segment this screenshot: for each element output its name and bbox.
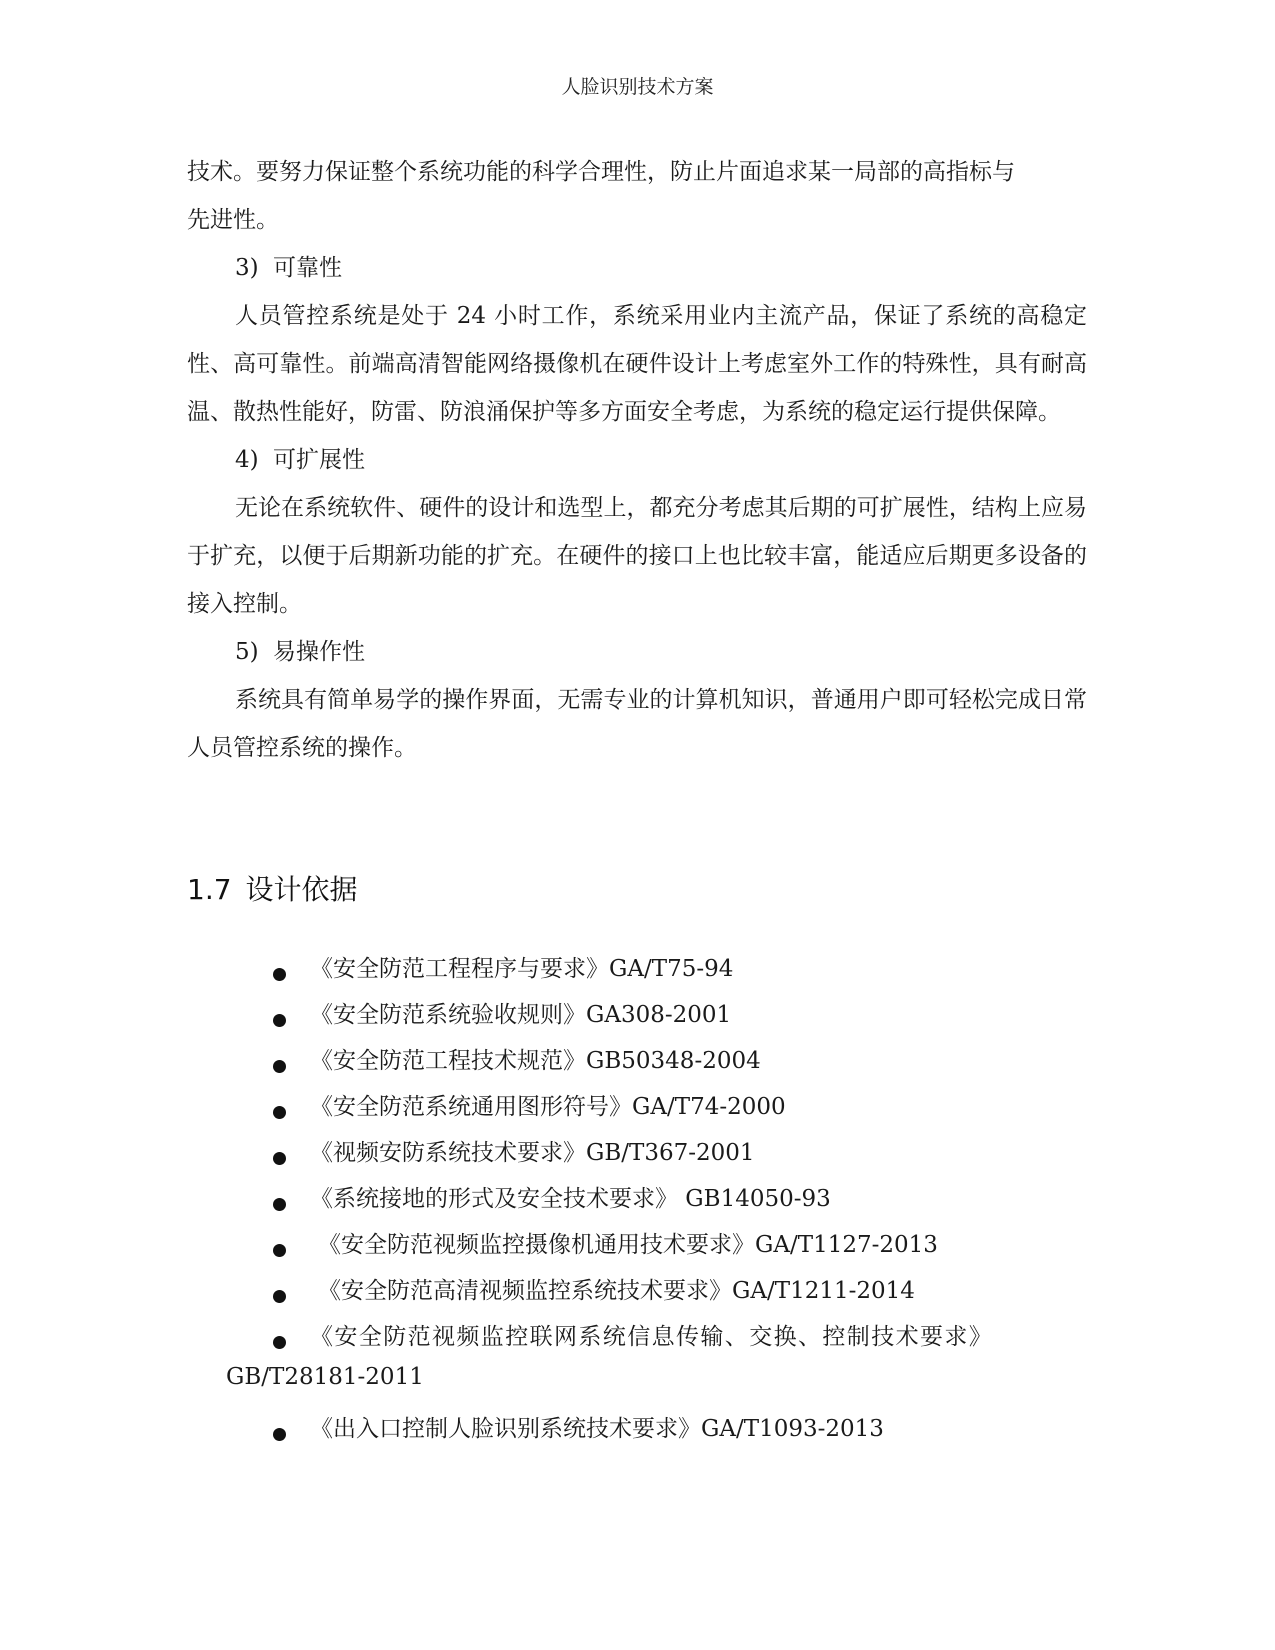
reference-text: 《安全防范工程程序与要求》GA/T75-94 [310,956,734,982]
bullet-icon [273,968,286,981]
section-heading [187,868,358,908]
item-number: 3) [235,255,259,281]
reference-text: 《视频安防系统技术要求》GB/T367-2001 [310,1140,755,1166]
bullet-icon [273,1060,286,1073]
item-number: 5) [235,639,259,665]
reference-text: GB/T28181-2011 [226,1364,424,1390]
item-title: 易操作性 [273,639,365,665]
bullet-icon [273,1336,286,1349]
reference-text: 《安全防范工程技术规范》GB50348-2004 [310,1048,761,1074]
reference-text: 《安全防范系统通用图形符号》GA/T74-2000 [310,1094,786,1120]
paragraph-reliability: 人员管控系统是处于 24 小时工作，系统采用业内主流产品，保证了系统的高稳定性、高可靠性。前端高清智能网络摄像机在硬件设计上考虑室外工作的特殊性，具有耐高温、散热性能好，防雷、防浪涌保护等多方面安全考虑，为系统的稳定运行提供保障。 [187,303,1087,425]
bullet-icon [273,1244,286,1257]
bullet-icon [273,1198,286,1211]
item-number: 4) [235,447,259,473]
reference-text: 《系统接地的形式及安全技术要求》 GB14050-93 [310,1186,831,1212]
paragraph-line: 先进性。 [187,207,279,233]
bullet-icon [273,1290,286,1303]
item-title: 可靠性 [273,255,342,281]
item-heading-usability [187,628,1087,676]
item-heading-scalability [187,436,1087,484]
bullet-icon [273,1152,286,1165]
reference-text: 《安全防范视频监控摄像机通用技术要求》GA/T1127-2013 [318,1232,938,1258]
bullet-icon [273,1428,286,1441]
reference-text: 《安全防范视频监控联网系统信息传输、交换、控制技术要求》 [310,1324,994,1350]
item-title: 可扩展性 [273,447,365,473]
paragraph-usability: 系统具有简单易学的操作界面，无需专业的计算机知识，普通用户即可轻松完成日常人员管控系统的操作。 [187,687,1087,761]
bullet-icon [273,1014,286,1027]
section-number: 1.7 [187,873,232,906]
body-text [187,148,1087,772]
page-header: 人脸识别技术方案 [561,76,714,98]
reference-text: 《安全防范高清视频监控系统技术要求》GA/T1211-2014 [318,1278,915,1304]
reference-text: 《出入口控制人脸识别系统技术要求》GA/T1093-2013 [310,1416,884,1442]
section-title: 设计依据 [245,873,358,906]
item-heading-reliability [187,244,1087,292]
reference-text: 《安全防范系统验收规则》GA308-2001 [310,1002,732,1028]
paragraph-scalability: 无论在系统软件、硬件的设计和选型上，都充分考虑其后期的可扩展性，结构上应易于扩充，以便于后期新功能的扩充。在硬件的接口上也比较丰富，能适应后期更多设备的接入控制。 [187,495,1087,617]
bullet-icon [273,1106,286,1119]
paragraph-line: 技术。要努力保证整个系统功能的科学合理性，防止片面追求某一局部的高指标与 [187,159,1015,185]
